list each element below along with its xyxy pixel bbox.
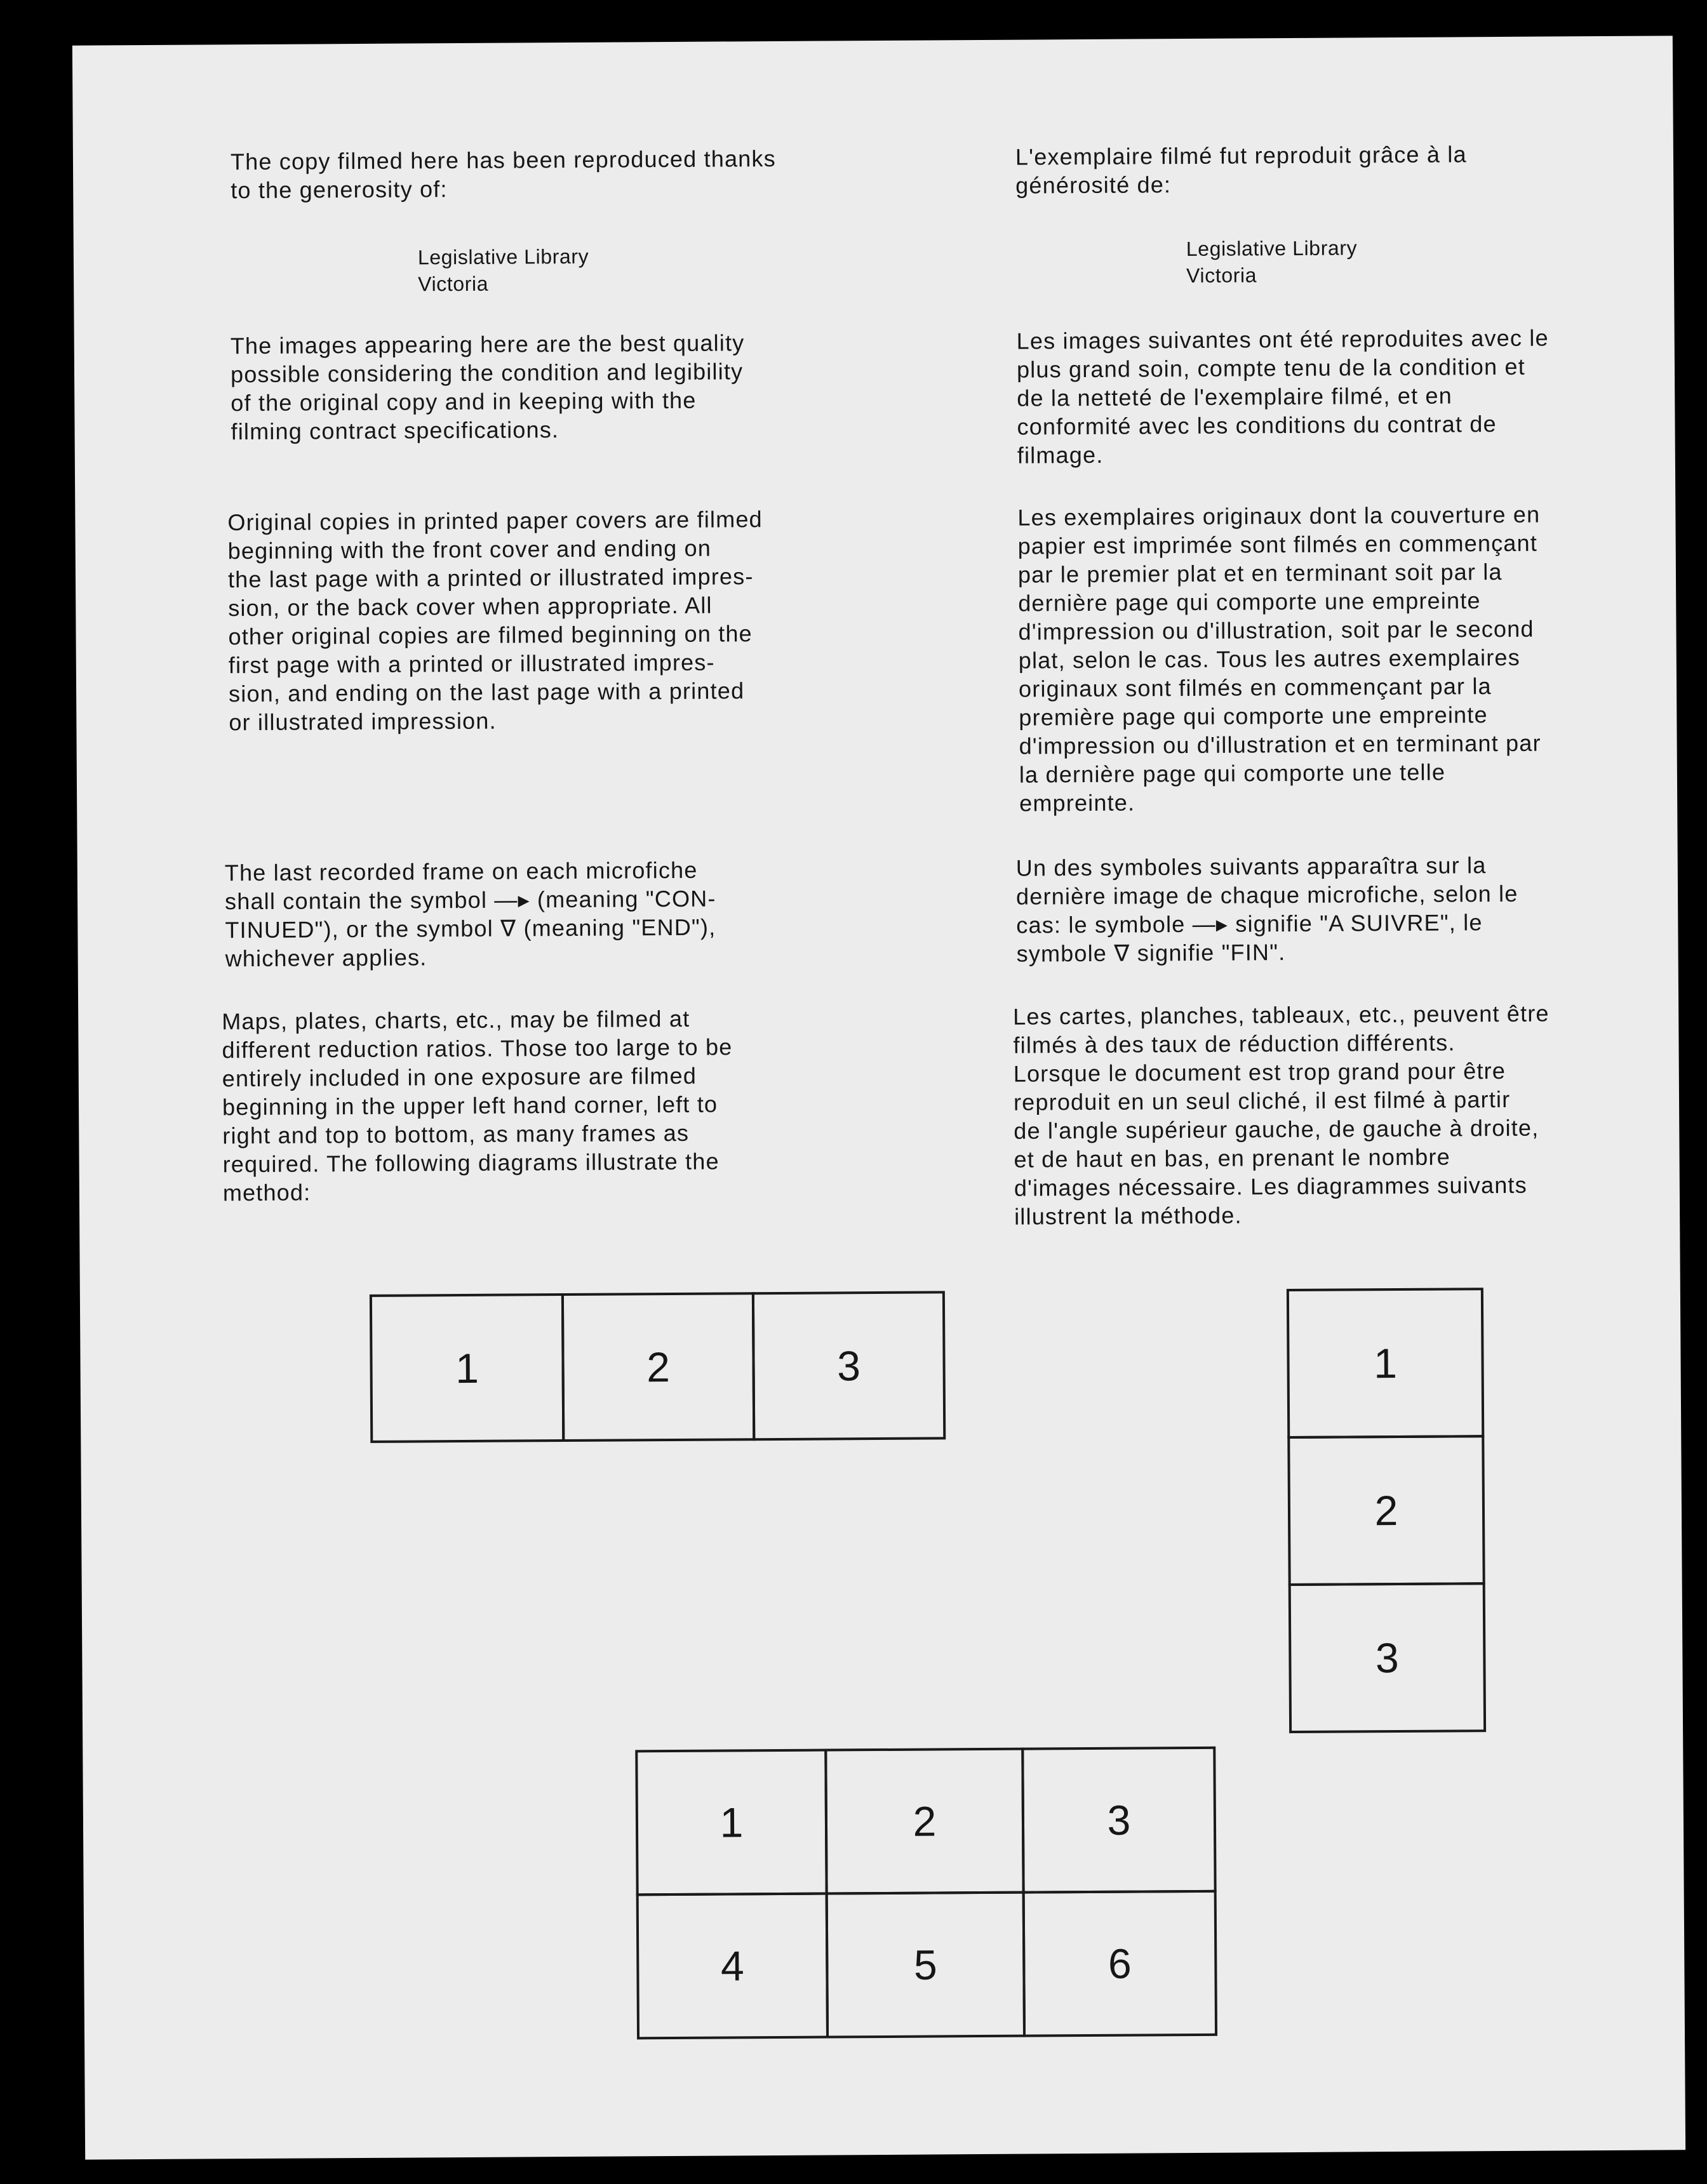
frame-cell: 3 xyxy=(1021,1747,1216,1894)
text-line: dernière page qui comporte une empreinte xyxy=(1018,587,1481,616)
frame-cell: 2 xyxy=(824,1748,1024,1895)
text-line: filming contract specifications. xyxy=(231,416,559,445)
text-line: the last page with a printed or illustrated impres- xyxy=(227,563,754,593)
text-line: d'impression ou d'illustration, soit par le second xyxy=(1018,615,1534,645)
left-library xyxy=(418,243,589,298)
text-line: Lorsque le document est trop grand pour être xyxy=(1013,1057,1506,1087)
right-library xyxy=(1186,234,1358,289)
text-line: illustrent la méthode. xyxy=(1014,1202,1242,1230)
text-line: The last recorded frame on each microfiche xyxy=(224,856,698,886)
text-line: filmés à des taux de réduction différents. xyxy=(1013,1029,1456,1058)
text-line: et de haut en bas, en prenant le nombre xyxy=(1014,1143,1450,1173)
text-line: of the original copy and in keeping with the xyxy=(231,387,697,416)
text-line: whichever applies. xyxy=(225,944,427,972)
text-line: Les cartes, planches, tableaux, etc., peuvent être xyxy=(1013,1000,1550,1030)
text-line: method: xyxy=(222,1179,311,1206)
text-line: symbole ∇ signifie "FIN". xyxy=(1016,939,1286,967)
text-line: originaux sont filmés en commençant par la xyxy=(1018,673,1492,702)
text-line: de l'angle supérieur gauche, de gauche à droite, xyxy=(1014,1114,1539,1144)
text-line: different reduction ratios. Those too large to be xyxy=(222,1034,733,1063)
text-line: required. The following diagrams illustrate the xyxy=(222,1148,720,1178)
left-intro xyxy=(231,144,776,204)
text-line: other original copies are filmed beginning on the xyxy=(228,620,753,650)
text-line: la dernière page qui comporte une telle xyxy=(1019,759,1446,788)
frame-cell: 1 xyxy=(1287,1288,1484,1439)
text-line: filmage. xyxy=(1017,441,1104,469)
text-line: TINUED"), or the symbol ∇ (meaning "END"), xyxy=(225,914,716,943)
left-originals-paragraph xyxy=(227,505,764,736)
right-originals-paragraph xyxy=(1017,500,1542,818)
library-name: Legislative Library xyxy=(417,244,589,269)
text-line: Les images suivantes ont été reproduites avec le xyxy=(1016,324,1549,354)
text-line: sion, and ending on the last page with a printed xyxy=(228,677,745,707)
left-quality-paragraph xyxy=(231,328,746,446)
right-maps-paragraph xyxy=(1013,999,1551,1231)
text-line: or illustrated impression. xyxy=(229,707,497,736)
text-line: Un des symboles suivants apparaîtra sur la xyxy=(1015,852,1487,881)
frame-cell: 2 xyxy=(561,1292,755,1442)
text-line: générosité de: xyxy=(1015,171,1172,199)
text-line: cas: le symbole —▸ signifie "A SUIVRE", le xyxy=(1016,909,1483,938)
text-line: The copy filmed here has been reproduced thanks xyxy=(230,145,776,175)
text-line: par le premier plat et en terminant soit par la xyxy=(1017,558,1503,588)
text-line: to the generosity of: xyxy=(231,176,448,204)
text-line: The images appearing here are the best quality xyxy=(230,330,745,359)
text-line: sion, or the back cover when appropriate. All xyxy=(228,592,713,622)
text-line: Maps, plates, charts, etc., may be filmed at xyxy=(222,1005,690,1035)
right-quality-paragraph xyxy=(1017,324,1550,470)
text-line: première page qui comporte une empreinte xyxy=(1019,702,1488,731)
frame-cell: 3 xyxy=(752,1291,946,1441)
library-city: Victoria xyxy=(418,272,489,296)
text-line: de la netteté de l'exemplaire filmé, et en xyxy=(1017,382,1453,411)
frame-cell: 1 xyxy=(635,1749,827,1896)
text-line: conformité avec les conditions du contrat de xyxy=(1017,411,1497,440)
library-city: Victoria xyxy=(1186,263,1257,288)
text-line: right and top to bottom, as many frames as xyxy=(222,1119,690,1149)
frame-cell: 5 xyxy=(826,1891,1026,2039)
left-maps-paragraph xyxy=(222,1004,733,1207)
text-line: reproduit en un seul cliché, il est filmé à partir xyxy=(1013,1086,1511,1115)
text-line: dernière image de chaque microfiche, selon le xyxy=(1015,880,1518,910)
text-line: d'images nécessaire. Les diagrammes suivants xyxy=(1014,1171,1528,1201)
text-line: Les exemplaires originaux dont la couverture en xyxy=(1017,501,1541,531)
text-line: plat, selon le cas. Tous les autres exemplaires xyxy=(1018,644,1521,674)
text-line: entirely included in one exposure are filmed xyxy=(222,1062,697,1092)
text-line: possible considering the condition and legibility xyxy=(230,358,744,388)
text-line: beginning with the front cover and ending on xyxy=(227,535,712,564)
frame-cell: 1 xyxy=(370,1293,565,1443)
microfiche-target-page xyxy=(72,36,1685,2159)
text-line: plus grand soin, compte tenu de la condition et xyxy=(1016,353,1525,383)
right-intro xyxy=(1015,140,1467,199)
right-symbols-paragraph xyxy=(1016,851,1519,968)
text-line: first page with a printed or illustrated impres- xyxy=(228,649,715,679)
frame-cell: 4 xyxy=(636,1893,829,2040)
text-line: empreinte. xyxy=(1019,789,1135,816)
text-line: Original copies in printed paper covers are filmed xyxy=(227,506,763,536)
left-symbols-paragraph xyxy=(225,856,717,973)
text-line: shall contain the symbol —▸ (meaning "CON- xyxy=(224,885,716,915)
text-line: L'exemplaire filmé fut reproduit grâce à la xyxy=(1015,141,1467,170)
frame-cell: 6 xyxy=(1022,1890,1217,2037)
frame-cell: 3 xyxy=(1289,1582,1486,1733)
frame-cell: 2 xyxy=(1287,1435,1485,1586)
text-line: papier est imprimée sont filmés en commençant xyxy=(1017,529,1538,559)
text-line: beginning in the upper left hand corner, left to xyxy=(222,1091,718,1121)
text-line: d'impression ou d'illustration et en terminant par xyxy=(1019,729,1541,759)
library-name: Legislative Library xyxy=(1186,236,1358,261)
